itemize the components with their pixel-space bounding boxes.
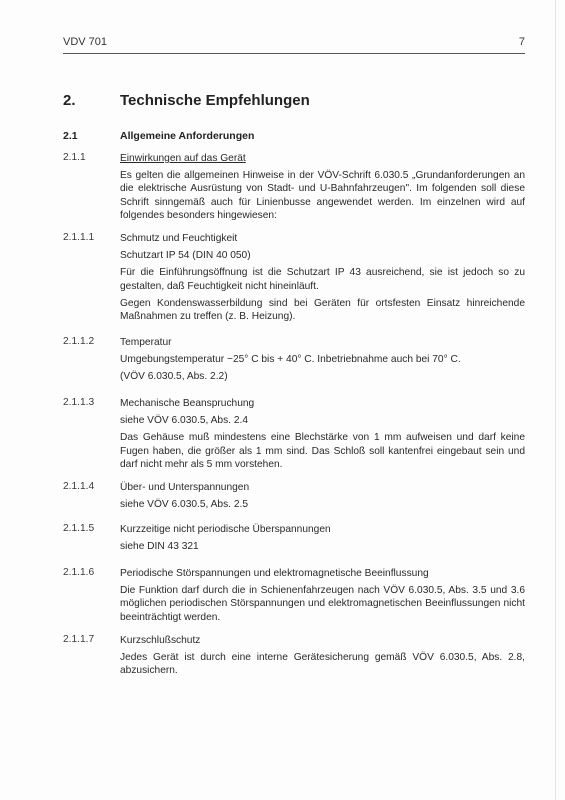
page-number: 7 bbox=[518, 36, 525, 48]
chapter-heading bbox=[63, 92, 525, 109]
section-title: Temperatur bbox=[120, 337, 172, 348]
section-number: 2.1.1.2 bbox=[63, 336, 95, 347]
section-paragraph: Das Gehäuse muß mindestens eine Blechstärke von 1 mm aufweisen und darf keine Fugen haben, die größer als 1 mm sind. Das Schloß soll kantenfrei eingebaut sein und darf nicht mehr als 5 mm vorstehen. bbox=[120, 432, 525, 470]
section-title: Kurzzeitige nicht periodische Überspannungen bbox=[120, 524, 331, 535]
section-title: Mechanische Beanspruchung bbox=[120, 398, 255, 409]
section-number: 2.1.1.3 bbox=[63, 397, 95, 408]
page-edge bbox=[555, 0, 556, 800]
section-title: Über- und Unterspannungen bbox=[120, 482, 250, 493]
section-title: Einwirkungen auf das Gerät bbox=[120, 153, 246, 164]
section-number: 2.1.1.1 bbox=[63, 232, 95, 243]
section-line: Schutzart IP 54 (DIN 40 050) bbox=[120, 250, 251, 262]
header-rule bbox=[63, 53, 525, 54]
section-2-1-1-3 bbox=[63, 397, 525, 475]
header-document-id: VDV 701 bbox=[63, 36, 108, 48]
subchapter-title: Allgemeine Anforderungen bbox=[120, 130, 255, 142]
section-2-1-1-2 bbox=[63, 336, 525, 388]
section-number: 2.1.1.4 bbox=[63, 481, 95, 492]
section-2-1-1 bbox=[63, 152, 525, 226]
section-2-1-1-7 bbox=[63, 634, 525, 682]
section-title: Schmutz und Feuchtigkeit bbox=[120, 233, 238, 244]
section-paragraph: Die Funktion darf durch die in Schienenfahrzeugen nach VÖV 6.030.5, Abs. 3.5 und 3.6 möglichen periodischen Störspannungen und elektromagnetischen Beeinflussungen nicht beeinträchtigt werden. bbox=[120, 585, 525, 623]
section-line: Umgebungstemperatur −25° C bis + 40° C. Inbetriebnahme auch bei 70° C. bbox=[120, 354, 461, 366]
section-line: siehe DIN 43 321 bbox=[120, 541, 199, 553]
section-line: (VÖV 6.030.5, Abs. 2.2) bbox=[120, 371, 228, 383]
section-paragraph: Für die Einführungsöffnung ist die Schutzart IP 43 ausreichend, sie ist jedoch so zu gestalten, daß Feuchtigkeit nicht hineinläuft. bbox=[120, 267, 525, 292]
section-title: Periodische Störspannungen und elektromagnetische Beeinflussung bbox=[120, 568, 429, 579]
section-2-1-1-1 bbox=[63, 232, 525, 327]
section-line: siehe VÖV 6.030.5, Abs. 2.5 bbox=[120, 499, 248, 511]
section-title: Kurzschlußschutz bbox=[120, 635, 201, 646]
subchapter-number: 2.1 bbox=[63, 130, 78, 142]
section-number: 2.1.1.7 bbox=[63, 634, 95, 645]
section-text: Es gelten die allgemeinen Hinweise in der VÖV-Schrift 6.030.5 „Grundanforderungen an die elektrische Ausrüstung von Stadt- und U-Bahnfahrzeugen". Im folgenden soll diese Schrift sinngemäß auch für Linienbusse angewendet werden. Im einzelnen wird auf folgendes besonders hingewiesen: bbox=[120, 170, 525, 221]
section-paragraph: Gegen Kondenswasserbildung sind bei Geräten für ortsfesten Einsatz hinreichende Maßnahmen zu treffen (z. B. Heizung). bbox=[120, 297, 525, 323]
section-number: 2.1.1 bbox=[63, 152, 86, 163]
section-2-1-1-6 bbox=[63, 567, 525, 628]
section-number: 2.1.1.5 bbox=[63, 523, 95, 534]
chapter-title: Technische Empfehlungen bbox=[120, 92, 310, 109]
chapter-number: 2. bbox=[63, 92, 76, 109]
section-number: 2.1.1.6 bbox=[63, 567, 95, 578]
section-line: siehe VÖV 6.030.5, Abs. 2.4 bbox=[120, 415, 248, 427]
subchapter-heading bbox=[63, 130, 525, 142]
section-2-1-1-5 bbox=[63, 523, 525, 557]
section-paragraph: Jedes Gerät ist durch eine interne Gerätesicherung gemäß VÖV 6.030.5, Abs. 2.8, abzusichern. bbox=[120, 652, 525, 677]
section-2-1-1-4 bbox=[63, 481, 525, 515]
running-header bbox=[63, 36, 525, 54]
